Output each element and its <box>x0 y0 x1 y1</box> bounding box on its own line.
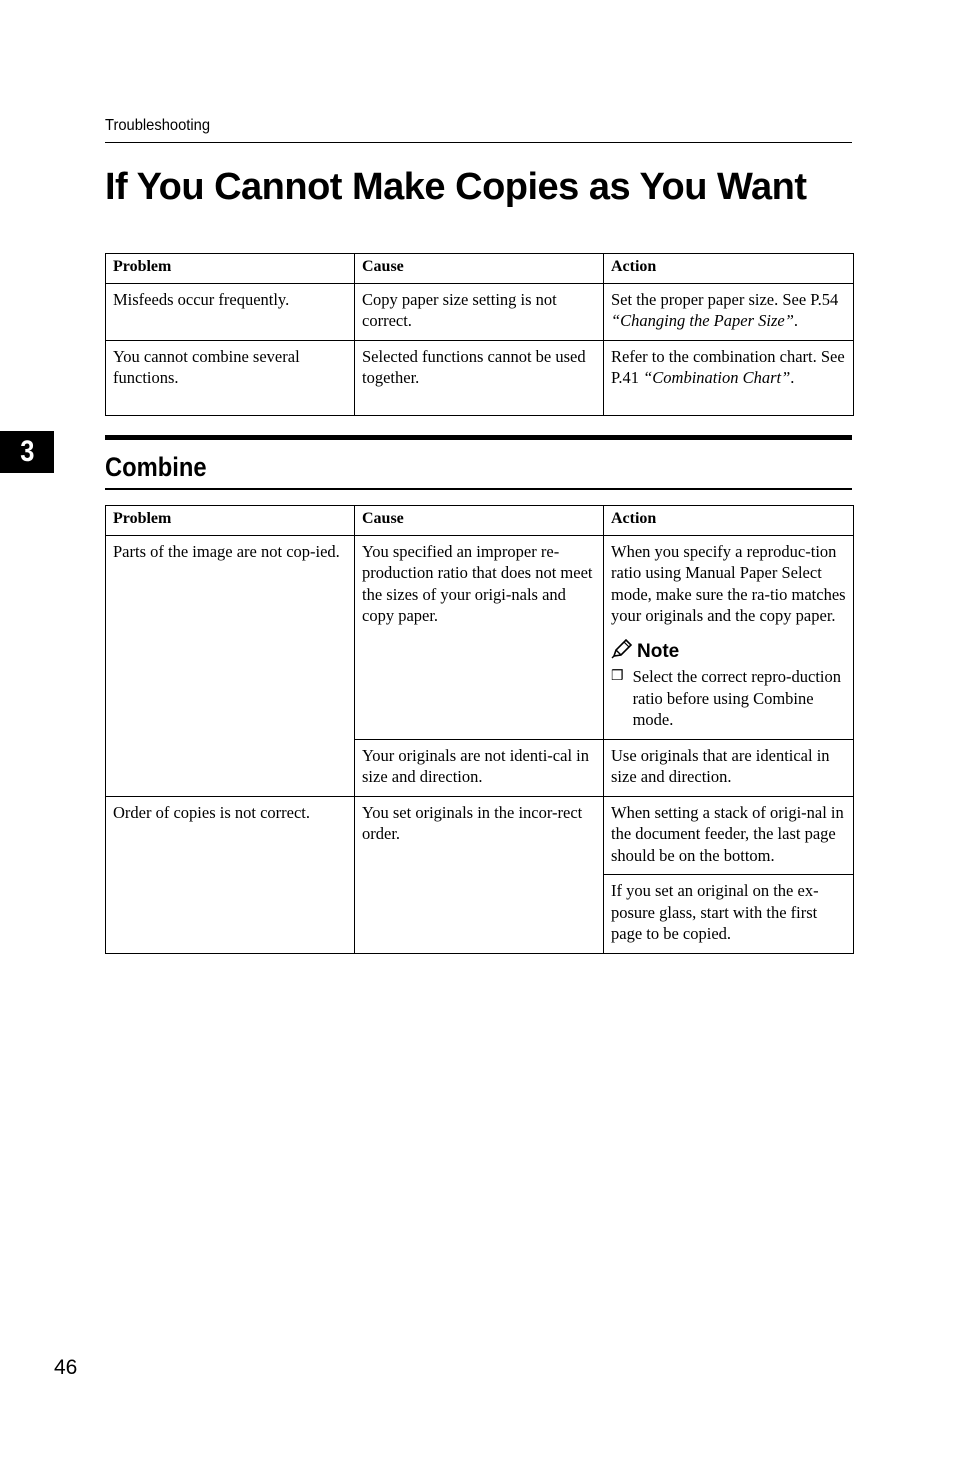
section-title-text: Combine <box>105 452 207 482</box>
action-cell: If you set an original on the ex-posure glass, start with the first page to be copied. <box>604 875 854 954</box>
page-title: If You Cannot Make Copies as You Want <box>105 166 807 208</box>
cause-cell: Your originals are not identi-cal in size and direction. <box>355 739 604 796</box>
pencil-icon <box>611 639 633 665</box>
section-heading <box>105 435 852 490</box>
cause-cell: Selected functions cannot be used together. <box>355 340 604 415</box>
chapter-tab <box>0 431 54 473</box>
header-action: Action <box>604 506 854 536</box>
table-row <box>106 535 854 739</box>
problems-table <box>105 253 854 416</box>
action-punct: . <box>790 368 795 387</box>
header-problem: Problem <box>106 254 355 284</box>
table-row <box>106 796 854 875</box>
action-text: Refer to the combination chart. See P.41 <box>611 346 845 387</box>
action-text: Set the proper paper size. See P.54 <box>611 289 839 309</box>
note-text: Select the correct repro-duction ratio before using Combine mode. <box>632 667 842 729</box>
problem-cell: Parts of the image are not cop-ied. <box>106 535 355 796</box>
running-header-text: Troubleshooting <box>105 117 211 134</box>
cause-cell: Copy paper size setting is not correct. <box>355 283 604 340</box>
running-header <box>105 117 852 143</box>
action-cell: When setting a stack of origi-nal in the document feeder, the last page should be on the bottom. <box>604 796 854 875</box>
cross-reference: “Changing the Paper Size” <box>611 311 794 330</box>
combine-table <box>105 505 854 954</box>
page-number: 46 <box>54 1356 78 1379</box>
cross-reference: “Combination Chart” <box>643 368 791 387</box>
note-item <box>611 666 846 731</box>
header-problem: Problem <box>106 506 355 536</box>
note-heading <box>611 639 846 665</box>
action-cell <box>604 283 854 340</box>
problem-cell: You cannot combine several functions. <box>106 340 355 415</box>
action-text: When you specify a reproduc-tion ratio using Manual Paper Select mode, make sure the ra-tio matches your originals and the copy paper. <box>611 541 846 625</box>
header-action: Action <box>604 254 854 284</box>
table-header-row <box>106 254 854 284</box>
cause-cell: You specified an improper re-production ratio that does not meet the sizes of your origi-nals and copy paper. <box>355 535 604 739</box>
problem-cell: Order of copies is not correct. <box>106 796 355 953</box>
table-header-row <box>106 506 854 536</box>
chapter-number: 3 <box>19 435 35 468</box>
cause-cell: You set originals in the incor-rect order. <box>355 796 604 953</box>
header-cause: Cause <box>355 254 604 284</box>
problem-cell: Misfeeds occur frequently. <box>106 283 355 340</box>
action-cell <box>604 340 854 415</box>
action-cell: Use originals that are identical in size and direction. <box>604 739 854 796</box>
note-title: Note <box>637 640 680 662</box>
action-cell <box>604 535 854 739</box>
section-title <box>105 452 221 483</box>
table-row <box>106 283 854 340</box>
table-row <box>106 340 854 415</box>
header-cause: Cause <box>355 506 604 536</box>
action-punct: . <box>793 311 799 330</box>
checkbox-icon: ❒ <box>611 669 624 684</box>
